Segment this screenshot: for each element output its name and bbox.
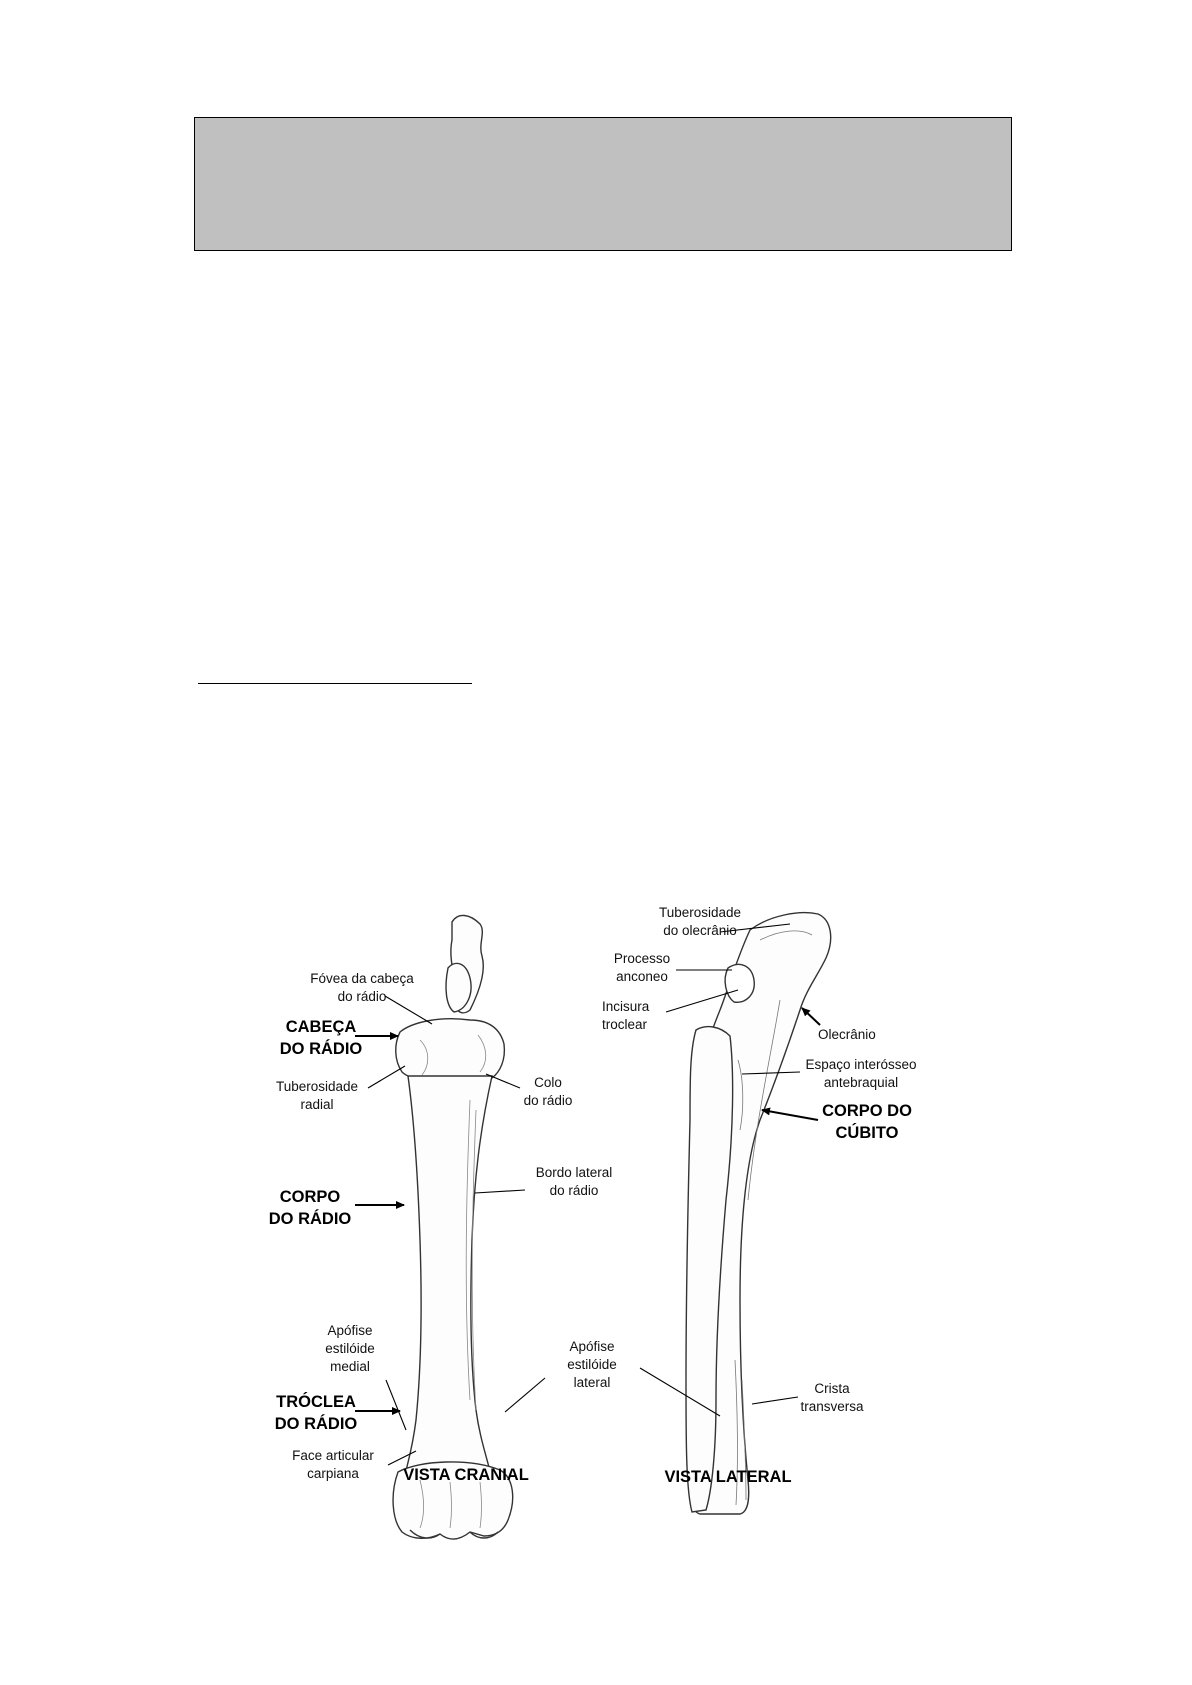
label-troclea-do-radio: TRÓCLEA DO RÁDIO	[274, 1393, 358, 1433]
label-tuberosidade-do-olecranio: Tuberosidade do olecrânio	[658, 905, 742, 938]
label-espaco-interosseo: Espaço interósseo antebraquial	[805, 1057, 917, 1090]
ulna-bone-drawing	[686, 913, 831, 1514]
radius-bone-drawing	[393, 915, 513, 1539]
label-corpo-do-cubito: CORPO DO CÚBITO	[822, 1102, 912, 1142]
label-tuberosidade-radial: Tuberosidade radial	[275, 1079, 359, 1112]
label-face-articular-carpiana: Face articular carpiana	[292, 1448, 374, 1481]
label-apofise-estiloide-lateral: Apófise estilóide lateral	[567, 1339, 617, 1390]
label-cabeca-do-radio: CABEÇA DO RÁDIO	[279, 1018, 363, 1058]
label-incisura-troclear: Incisura troclear	[602, 999, 650, 1032]
label-colo-do-radio: Colo do rádio	[523, 1075, 573, 1108]
label-apofise-estiloide-medial: Apófise estilóide medial	[325, 1323, 375, 1374]
label-vista-cranial: VISTA CRANIAL	[403, 1466, 529, 1484]
label-crista-transversa: Crista transversa	[800, 1381, 864, 1414]
label-fovea: Fóvea da cabeça do rádio	[310, 971, 414, 1004]
label-vista-lateral: VISTA LATERAL	[664, 1468, 792, 1486]
label-bordo-lateral: Bordo lateral do rádio	[535, 1165, 613, 1198]
label-olecranio: Olecrânio	[818, 1027, 876, 1042]
label-corpo-do-radio: CORPO DO RÁDIO	[268, 1188, 352, 1228]
label-processo-anconeo: Processo anconeo	[613, 951, 671, 984]
